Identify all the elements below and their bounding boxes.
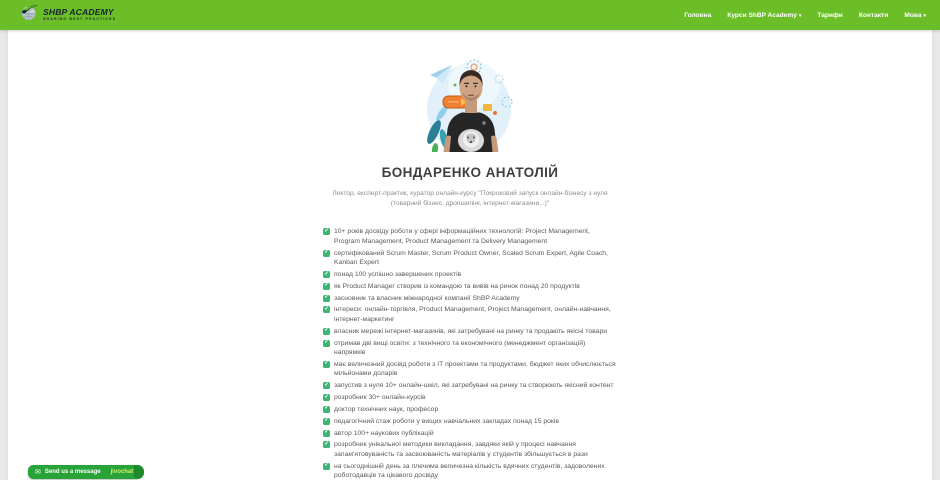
achievement-text: розробник унікальної методики викладання, завдяки якій у процесі навчання запам'ятовуваність та засвоюваність матеріалів у студентів збільшується в рази — [334, 441, 588, 458]
nav-item-label: Тарифи — [817, 11, 843, 19]
check-icon: ✓ — [324, 339, 329, 346]
achievement-item — [323, 327, 617, 336]
achievement-text: засновник та власник міжнародної компанії ShBP Academy — [334, 294, 520, 302]
check-icon: ✓ — [324, 282, 329, 289]
check-icon: ✓ — [324, 270, 329, 277]
achievement-text: педагогічний стаж роботи у вищих навчальних закладах понад 15 років — [334, 417, 560, 425]
logo-title: SHBP ACADEMY — [43, 7, 114, 18]
check-icon: ✓ — [324, 294, 329, 301]
achievement-item — [323, 429, 617, 438]
check-icon: ✓ — [324, 393, 329, 400]
chevron-down-icon: ▾ — [923, 12, 926, 19]
check-icon: ✓ — [324, 360, 329, 367]
check-icon: ✓ — [324, 381, 329, 388]
achievement-item — [323, 360, 617, 379]
check-icon: ✓ — [324, 306, 329, 313]
chat-envelope-icon: ✉ — [35, 468, 41, 476]
achievement-item — [323, 339, 617, 358]
check-icon: ✓ — [324, 441, 329, 448]
logo-subtitle: SHARING BEST PRACTICES — [43, 16, 117, 21]
nav-item-label: Головна — [684, 11, 712, 19]
achievement-item — [323, 249, 617, 268]
achievement-item — [323, 462, 617, 480]
main-nav — [684, 12, 926, 19]
achievement-item — [323, 305, 617, 324]
chat-widget[interactable] — [28, 465, 142, 479]
nav-item[interactable] — [727, 12, 801, 19]
nav-item-label: Контакти — [858, 11, 889, 19]
achievement-text: як Product Manager створив із командою та вивів на ринок понад 20 продуктів — [334, 282, 580, 290]
chat-brand: jivochat — [110, 469, 134, 475]
nav-item[interactable] — [684, 12, 711, 19]
check-icon: ✓ — [324, 462, 329, 469]
achievement-item — [323, 417, 617, 426]
achievement-text: інтереси: онлайн-торгівля, Product Management, Project Management, онлайн-навчання, інтернет-маркетинг — [334, 306, 611, 323]
nav-item-label: Курси ShBP Academy — [727, 11, 797, 19]
chevron-down-icon: ▾ — [798, 12, 802, 19]
achievements-list — [323, 227, 617, 480]
achievement-item — [323, 294, 617, 303]
achievement-item — [323, 440, 617, 459]
header — [0, 0, 940, 30]
achievement-text: власник мережі інтернет-магазинів, які затребувані на ринку та продають якісні товари — [334, 327, 608, 335]
achievement-text: запустив з нуля 10+ онлайн-шкіл, які затребувані на ринку та створюють якісний контент — [334, 381, 614, 389]
achievement-text: має величезний досвід роботи з ІТ проектами та продуктами, бюджет яких обчислюється мільйонами доларів — [334, 360, 616, 378]
check-icon: ✓ — [324, 405, 329, 412]
nav-item[interactable] — [904, 12, 926, 19]
achievement-item — [323, 381, 617, 390]
achievement-text: розробник 30+ онлайн-курсів — [334, 393, 426, 401]
chat-label: Send us a message — [44, 469, 101, 475]
achievement-item — [323, 227, 617, 246]
achievement-item — [323, 393, 617, 402]
main-content — [8, 30, 932, 480]
logo-globe-swoosh-icon — [20, 3, 39, 27]
profile-description: Лектор, експерт-практик, куратор онлайн-курсу "Покроковий запуск онлайн-бізнесу з нуля (товарний бізнес, дропшипінг, інтернет-магазини...)" — [332, 190, 608, 208]
achievement-text: доктор технічних наук, професор — [334, 405, 439, 413]
profile-name: БОНДАРЕНКО АНАТОЛІЙ — [381, 165, 559, 180]
check-icon: ✓ — [324, 417, 329, 424]
nav-item[interactable] — [817, 12, 842, 19]
achievement-item — [323, 405, 617, 414]
achievement-text: понад 100 успішно завершених проектів — [334, 270, 462, 278]
nav-item-label: Мова — [904, 11, 922, 19]
achievement-text: отримав дві вищі освіти: з технічного та економічного (менеджмент організацій) напрямків — [334, 339, 586, 356]
check-icon: ✓ — [324, 327, 329, 334]
check-icon: ✓ — [324, 249, 329, 256]
nav-item[interactable] — [859, 12, 889, 19]
check-icon: ✓ — [324, 228, 329, 235]
logo[interactable] — [20, 3, 116, 27]
profile-photo-illustration — [422, 55, 518, 152]
achievement-item — [323, 282, 617, 291]
achievement-text: сертифікований Scrum Master, Scrum Product Owner, Scaled Scrum Expert, Agile Coach, Kanban Expert — [334, 249, 608, 266]
achievement-item — [323, 270, 617, 279]
achievement-text: на сьогоднішній день за плечима величезна кількість вдячних студентів, задоволених роботодавців та цікавого досвіду — [334, 462, 605, 479]
achievement-text: автор 100+ наукових публікацій — [334, 429, 434, 437]
profile-photo — [422, 55, 518, 152]
achievement-text: 10+ років досвіду роботи у сфері інформаційних технологій: Project Management, Program Management, Product Management та Delivery Management — [334, 228, 590, 245]
check-icon: ✓ — [324, 429, 329, 436]
